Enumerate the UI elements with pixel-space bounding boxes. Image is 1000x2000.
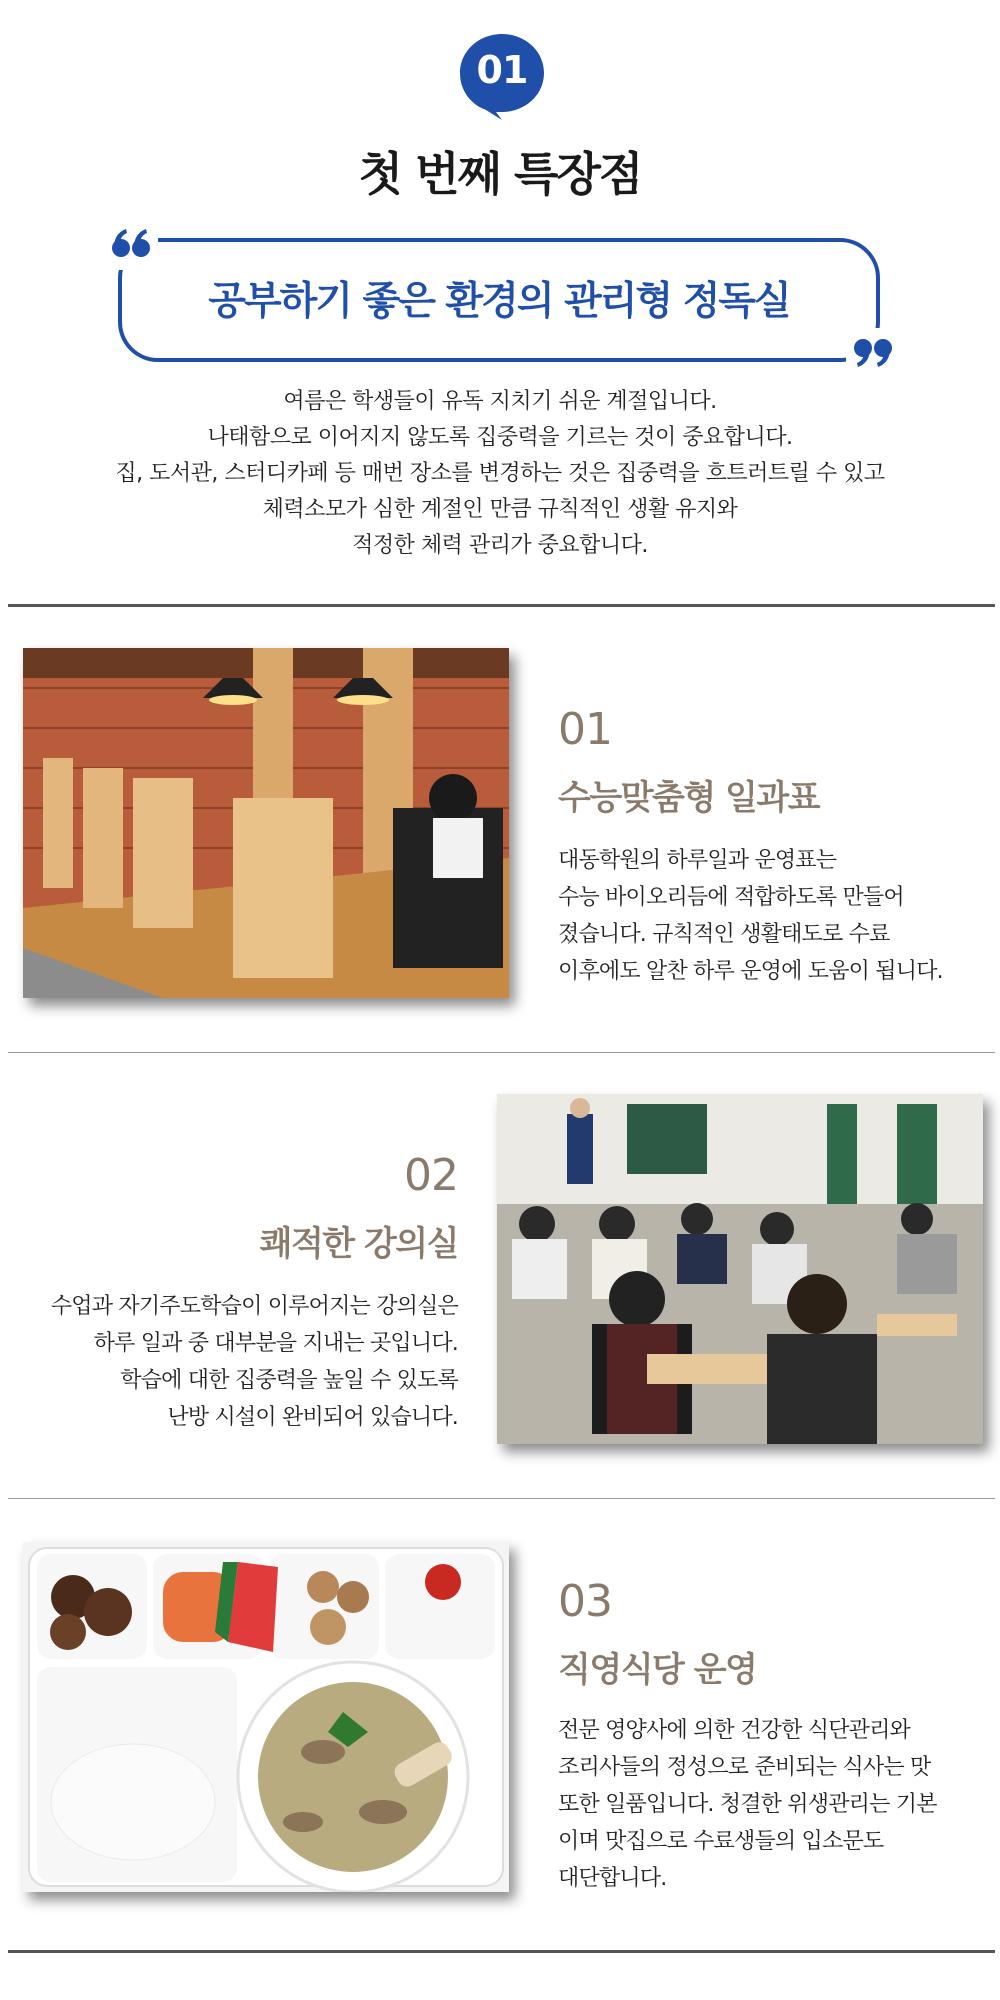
description-line: 하루 일과 중 대부분을 지내는 곳입니다. <box>93 1331 458 1356</box>
description-line: 대동학원의 하루일과 운영표는 <box>558 848 837 873</box>
section-divider <box>8 604 995 607</box>
feature-title: 직영식당 운영 <box>558 1650 757 1690</box>
feature-number: 02 <box>404 1150 458 1201</box>
description-line: 난방 시설이 완비되어 있습니다. <box>167 1405 458 1430</box>
feature-title: 쾌적한 강의실 <box>259 1224 458 1264</box>
intro-line: 여름은 학생들이 유독 지치기 쉬운 계절입니다. <box>283 389 717 414</box>
close-quote-icon <box>846 328 896 378</box>
description-line: 조리사들의 정성으로 준비되는 식사는 맛 <box>558 1755 931 1780</box>
feature-title: 수능맞춤형 일과표 <box>558 778 820 818</box>
description-line: 전문 영양사에 의한 건강한 식단관리와 <box>558 1718 911 1743</box>
quote-headline: 공부하기 좋은 환경의 관리형 정독실 <box>208 279 790 324</box>
description-line: 또한 일품입니다. 청결한 위생관리는 기본 <box>558 1792 937 1817</box>
intro-line: 체력소모가 심한 계절인 만큼 규칙적인 생활 유지와 <box>262 497 738 522</box>
section-divider <box>8 1950 995 1953</box>
intro-line: 나태함으로 이어지지 않도록 집중력을 기르는 것이 중요합니다. <box>207 425 793 450</box>
description-line: 수업과 자기주도학습이 이루어지는 강의실은 <box>50 1294 458 1319</box>
feature-description <box>558 842 943 990</box>
section-divider <box>8 1498 995 1499</box>
study-room-photo <box>23 648 509 998</box>
page-title: 첫 번째 특장점 <box>358 147 642 201</box>
description-line: 이며 맛집으로 수료생들의 입소문도 <box>558 1829 884 1854</box>
badge-number: 01 <box>476 48 528 92</box>
section-divider <box>8 1052 995 1053</box>
feature-description <box>558 1712 937 1897</box>
section-number-badge <box>456 30 548 122</box>
feature-number: 03 <box>558 1576 612 1627</box>
intro-paragraph <box>0 384 1000 564</box>
description-line: 수능 바이오리듬에 적합하도록 만들어 <box>558 885 904 910</box>
meal-tray-photo <box>23 1542 509 1892</box>
description-line: 학습에 대한 집중력을 높일 수 있도록 <box>120 1368 458 1393</box>
feature-description <box>10 1288 458 1436</box>
description-line: 이후에도 알찬 하루 운영에 도움이 됩니다. <box>558 959 943 984</box>
feature-number: 01 <box>558 704 612 755</box>
intro-line: 집, 도서관, 스터디카페 등 매번 장소를 변경하는 것은 집중력을 흐트러트릴 수 있고 <box>115 461 885 486</box>
description-line: 대단합니다. <box>558 1866 667 1891</box>
intro-line: 적정한 체력 관리가 중요합니다. <box>352 533 648 558</box>
classroom-photo <box>497 1094 983 1444</box>
open-quote-icon <box>108 220 158 270</box>
description-line: 졌습니다. 규칙적인 생활태도로 수료 <box>558 922 890 947</box>
